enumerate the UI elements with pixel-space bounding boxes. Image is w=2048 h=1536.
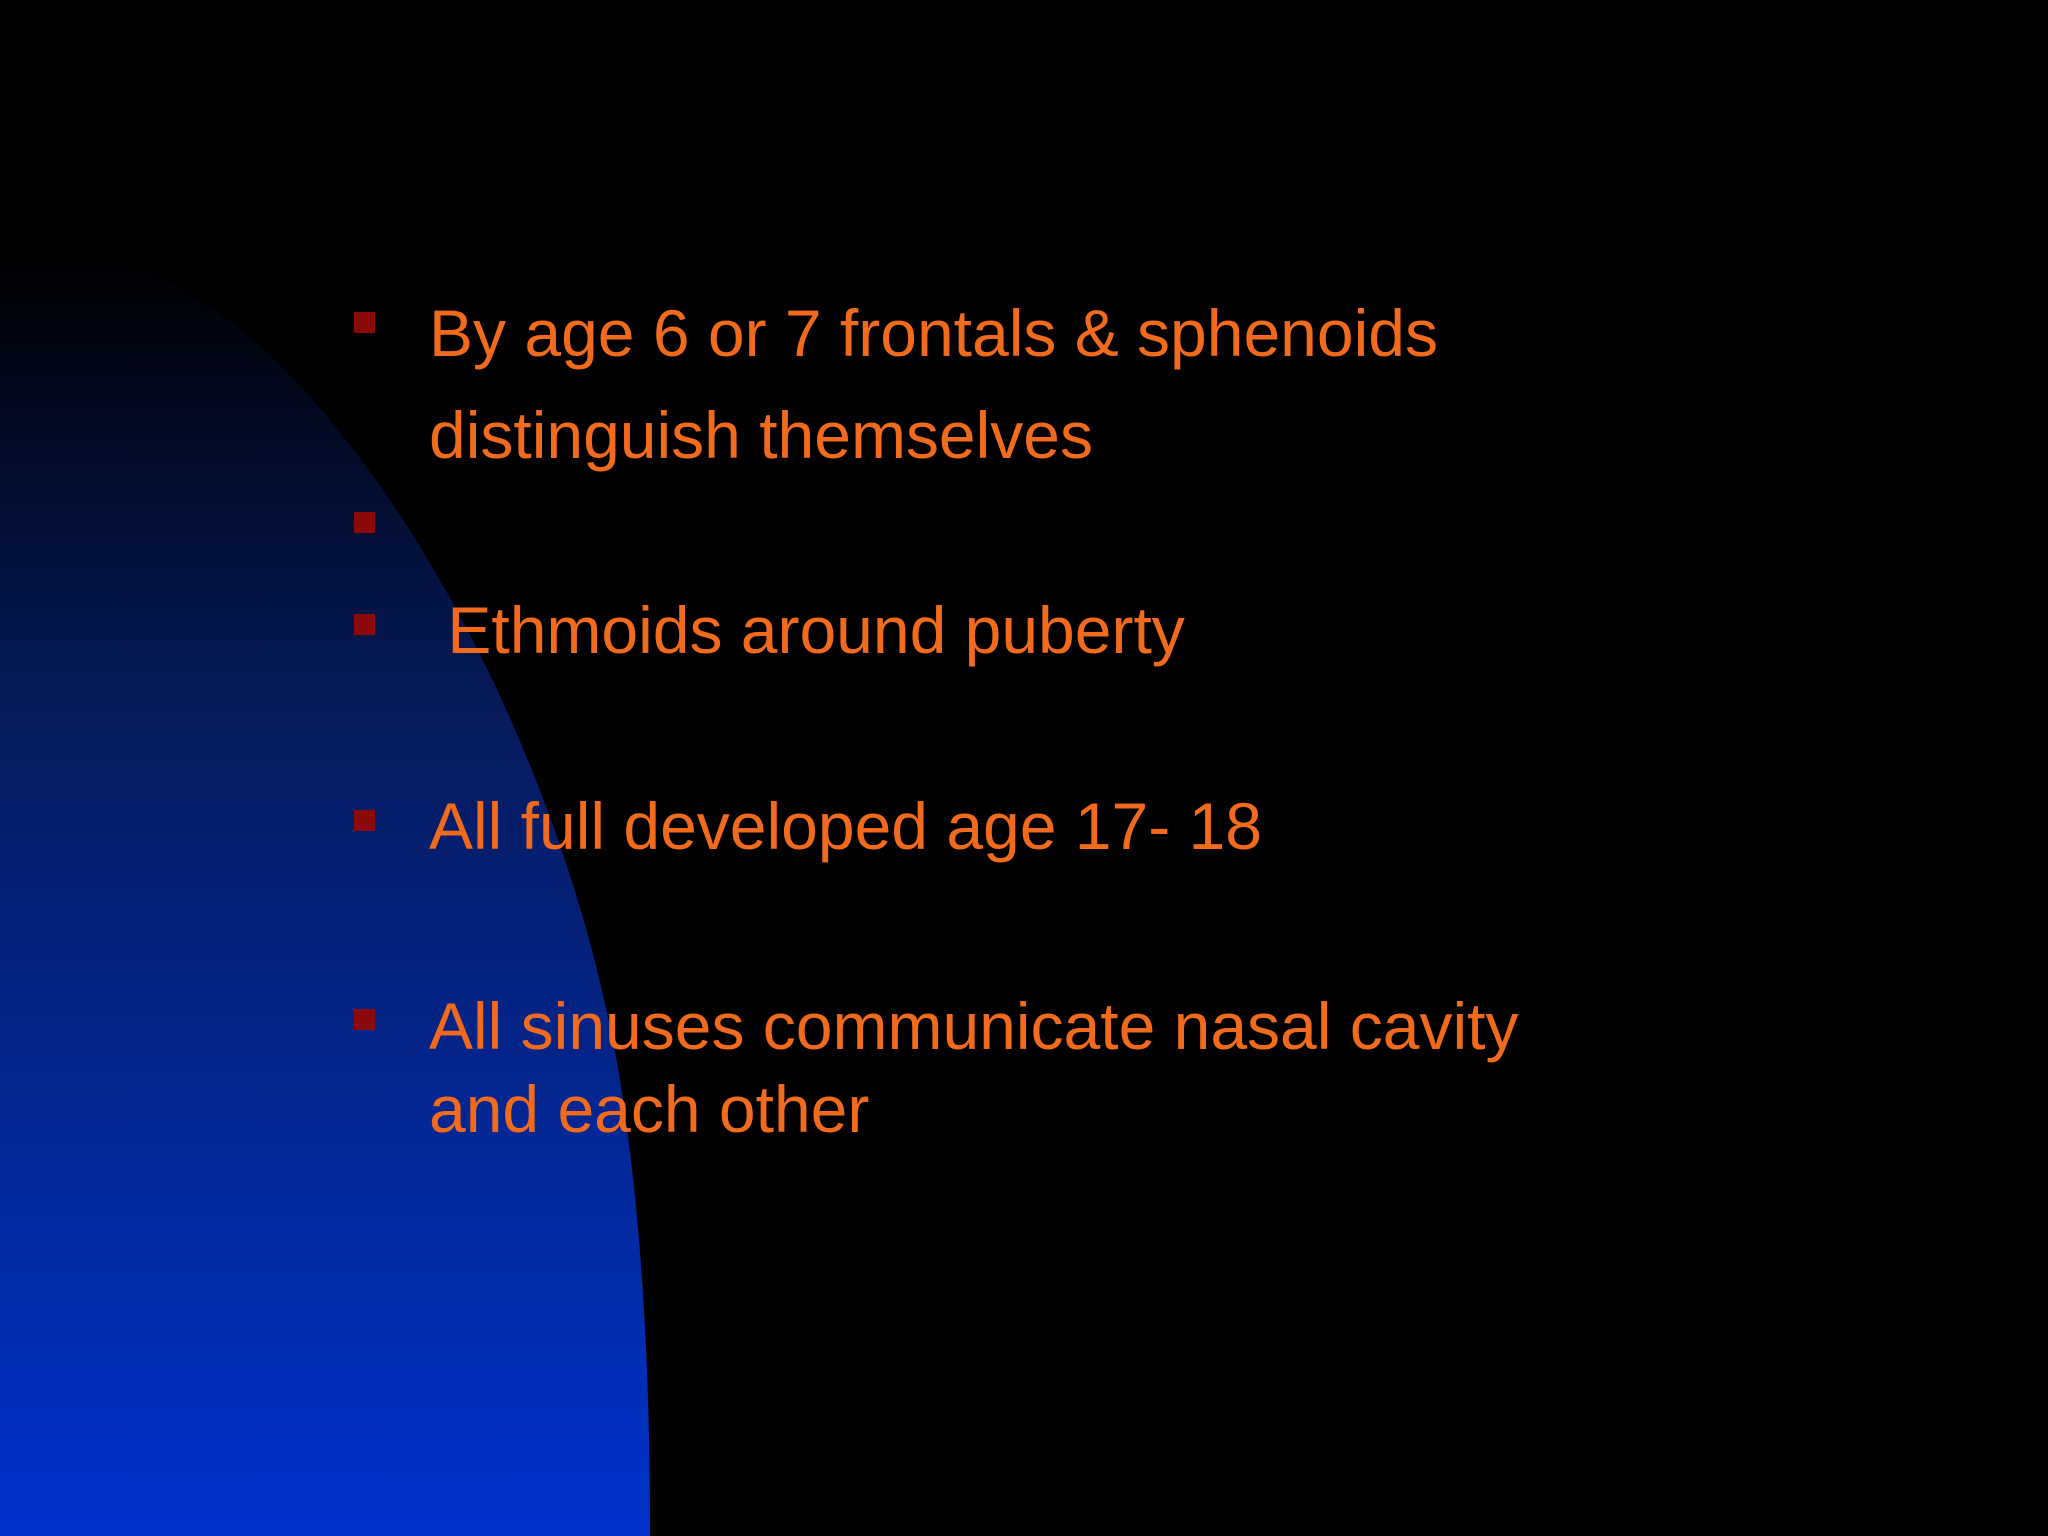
bullet-text: All sinuses communicate nasal cavity and each other (429, 989, 1519, 1146)
bullet-text: By age 6 or 7 frontals & sphenoids distinguish themselves (429, 296, 1438, 472)
square-bullet-icon (354, 810, 375, 831)
square-bullet-icon (354, 614, 375, 635)
bullet-text: All full developed age 17- 18 (429, 789, 1262, 863)
square-bullet-icon (354, 1009, 375, 1030)
square-bullet-icon (354, 312, 375, 333)
square-bullet-icon (354, 512, 375, 533)
bullet-text: Ethmoids around puberty (429, 593, 1185, 667)
